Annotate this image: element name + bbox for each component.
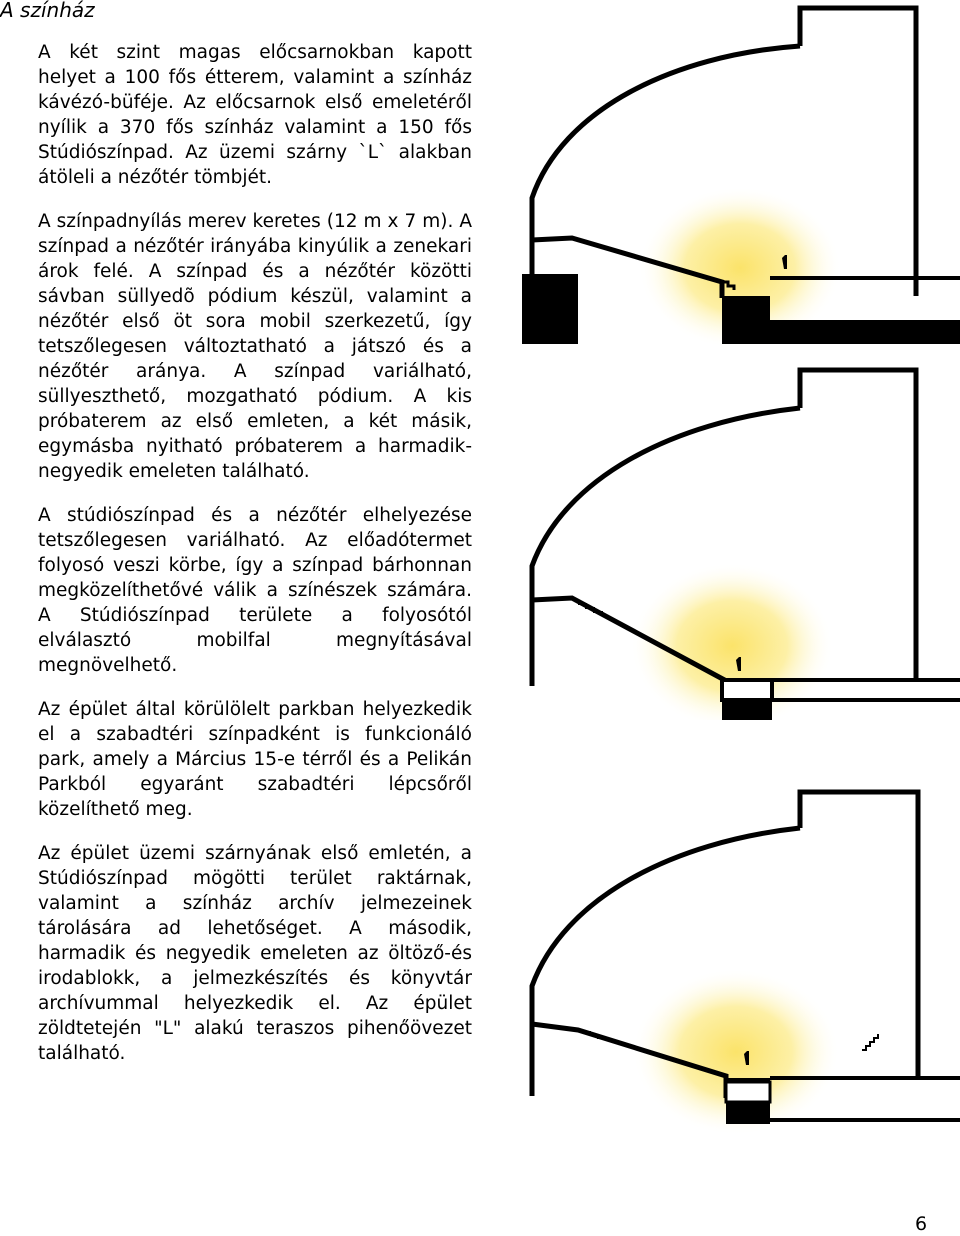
page-title: A színház	[0, 0, 95, 22]
paragraph-foyer: A két szint magas előcsarnokban kapott helyet a 100 fős étterem, valamint a színház kávézó-büféje. Az előcsarnok első emeletéről nyílik a 370 fős színház valamint a 150 fős Stúdiószínpad. Az üzemi szárny `L` alakban átöleli a nézőtér tömbjét.	[38, 42, 472, 188]
paragraph-studio: A stúdiószínpad és a nézőtér elhelyezése tetszőlegesen variálható. Az előadótermet folyosó veszi körbe, így a színpad bárhonnan megközelíthetővé válik a színészek számára. A Stúdiószínpad területe a folyosótól elválasztó mobilfal megnyításával megnövelhető.	[38, 505, 472, 676]
theatre-section-diagram-2	[522, 360, 960, 720]
page-number: 6	[915, 1213, 928, 1235]
orchestra-pit	[722, 300, 770, 322]
theatre-section-diagram-1	[522, 0, 960, 360]
orchestra-pit	[722, 702, 772, 720]
foundation-block-right	[722, 320, 960, 344]
section-drawing-1	[522, 0, 960, 360]
section-drawing-3	[522, 780, 960, 1140]
paragraph-park: Az épület által körülölelt parkban helyezkedik el a szabadtéri színpadként is funkcionáló park, amely a Március 15-e térről és a Pelikán Parkból egyaránt szabadtéri lépcsőről közelíthető meg.	[38, 699, 472, 820]
paragraph-stage: A színpadnyílás merev keretes (12 m x 7 m). A színpad a nézőtér irányába kinyúlik a zenekari árok felé. A színpad és a nézőtér közötti sávban süllyedõ pódium készül, valamint a nézőtér első öt sora mobil szerkezetű, így tetszőlegesen változtatható a játszó és a nézőtér aránya. A színpad variálható, süllyeszthető, mozgatható pódium. A kis próbaterem az első emleten, a két másik, egymásba nyitható próbaterem a harmadik-negyedik emeleten található.	[38, 211, 472, 482]
text-column	[38, 40, 472, 1085]
paragraph-service-wing: Az épület üzemi szárnyának első emletén, a Stúdiószínpad mögötti terület raktárnak, valamint a színház archív jelmezeinek tárolására ad lehetőséget. A második, harmadik és negyedik emeleten az öltöző-és irodablokk, a jelmezkészítés és könyvtár archívummal helyezkedik el. Az épület zöldtetején "L" alakú teraszos pihenőövezet található.	[38, 843, 472, 1064]
upstage-steps	[862, 1034, 878, 1050]
section-drawing-2	[522, 360, 960, 720]
theatre-section-diagram-3	[522, 780, 960, 1140]
lift-platform	[726, 1082, 770, 1102]
stage-riser	[722, 680, 772, 700]
foundation-block-left	[522, 274, 578, 344]
